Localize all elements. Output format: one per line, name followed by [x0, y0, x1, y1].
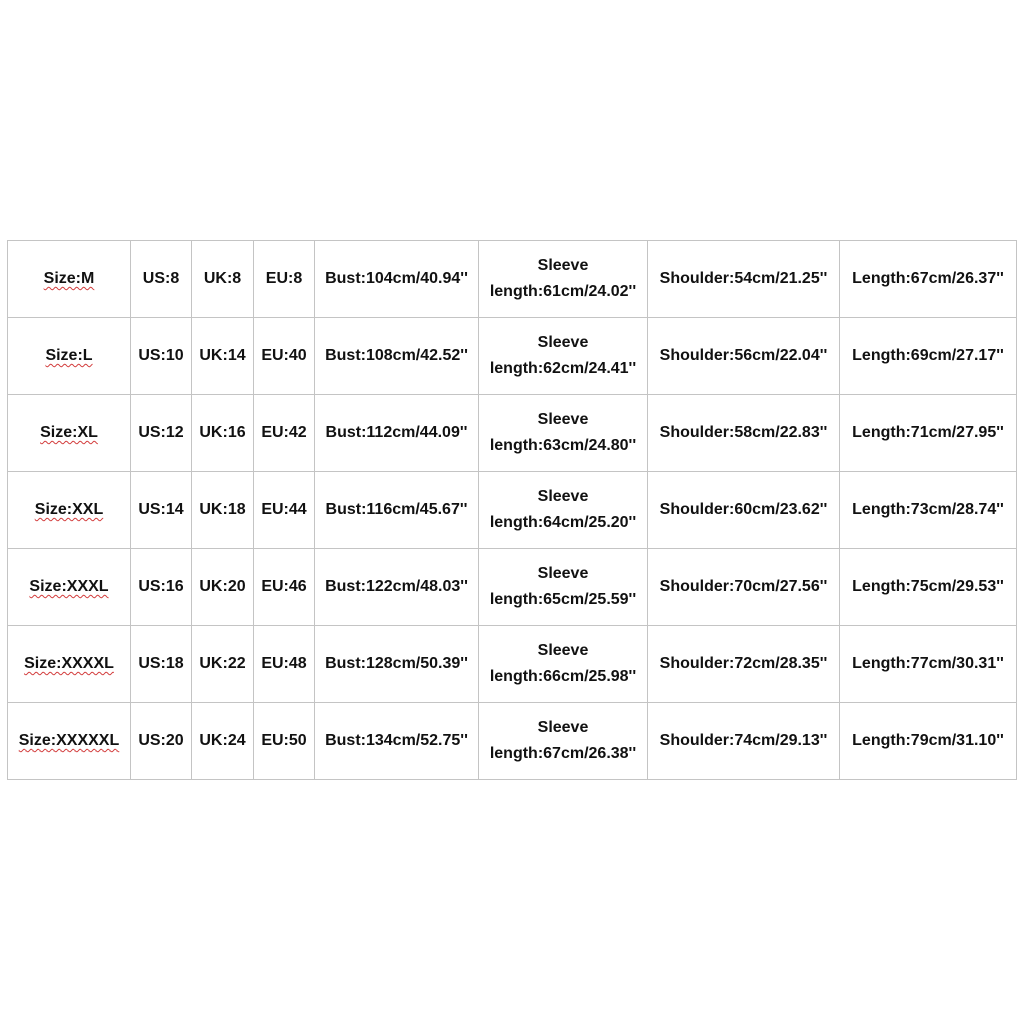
us-size-cell: US:18 [131, 626, 192, 703]
sleeve-length-cell [479, 318, 648, 395]
size-label: Size:L [45, 347, 93, 364]
sleeve-length-cell [479, 703, 648, 780]
shoulder-cell: Shoulder:58cm/22.83'' [648, 395, 840, 472]
size-label: Size:M [43, 270, 95, 287]
sleeve-label: Sleeve [537, 642, 589, 659]
eu-size-cell: EU:50 [254, 703, 315, 780]
size-chart-table [7, 240, 1017, 780]
sleeve-length-cell [479, 241, 648, 318]
uk-size-cell: UK:16 [192, 395, 254, 472]
uk-size-cell: UK:14 [192, 318, 254, 395]
table-row [8, 241, 1017, 318]
us-size-cell: US:16 [131, 549, 192, 626]
table-row [8, 626, 1017, 703]
sleeve-value: length:67cm/26.38'' [489, 745, 637, 762]
length-cell: Length:75cm/29.53'' [840, 549, 1017, 626]
uk-size-cell: UK:8 [192, 241, 254, 318]
sleeve-value: length:62cm/24.41'' [489, 360, 637, 377]
size-cell [8, 472, 131, 549]
sleeve-value: length:66cm/25.98'' [489, 668, 637, 685]
shoulder-cell: Shoulder:60cm/23.62'' [648, 472, 840, 549]
sleeve-label: Sleeve [537, 257, 589, 274]
table-row [8, 395, 1017, 472]
sleeve-label: Sleeve [537, 334, 589, 351]
table-row [8, 318, 1017, 395]
sleeve-length-cell [479, 472, 648, 549]
table-row [8, 703, 1017, 780]
length-cell: Length:77cm/30.31'' [840, 626, 1017, 703]
size-label: Size:XXL [34, 501, 104, 518]
shoulder-cell: Shoulder:54cm/21.25'' [648, 241, 840, 318]
shoulder-cell: Shoulder:74cm/29.13'' [648, 703, 840, 780]
sleeve-value: length:64cm/25.20'' [489, 514, 637, 531]
size-cell [8, 241, 131, 318]
bust-cell: Bust:128cm/50.39'' [315, 626, 479, 703]
us-size-cell: US:10 [131, 318, 192, 395]
uk-size-cell: UK:22 [192, 626, 254, 703]
uk-size-cell: UK:24 [192, 703, 254, 780]
length-cell: Length:69cm/27.17'' [840, 318, 1017, 395]
bust-cell: Bust:104cm/40.94'' [315, 241, 479, 318]
size-label: Size:XXXXXL [18, 732, 120, 749]
eu-size-cell: EU:44 [254, 472, 315, 549]
size-cell [8, 318, 131, 395]
bust-cell: Bust:112cm/44.09'' [315, 395, 479, 472]
size-cell [8, 549, 131, 626]
uk-size-cell: UK:20 [192, 549, 254, 626]
shoulder-cell: Shoulder:56cm/22.04'' [648, 318, 840, 395]
sleeve-label: Sleeve [537, 719, 589, 736]
size-cell [8, 395, 131, 472]
sleeve-label: Sleeve [537, 411, 589, 428]
table-row [8, 549, 1017, 626]
eu-size-cell: EU:48 [254, 626, 315, 703]
length-cell: Length:73cm/28.74'' [840, 472, 1017, 549]
bust-cell: Bust:108cm/42.52'' [315, 318, 479, 395]
us-size-cell: US:14 [131, 472, 192, 549]
sleeve-label: Sleeve [537, 488, 589, 505]
bust-cell: Bust:116cm/45.67'' [315, 472, 479, 549]
eu-size-cell: EU:8 [254, 241, 315, 318]
bust-cell: Bust:134cm/52.75'' [315, 703, 479, 780]
size-cell [8, 703, 131, 780]
size-label: Size:XXXXL [24, 655, 114, 672]
sleeve-label: Sleeve [537, 565, 589, 582]
shoulder-cell: Shoulder:72cm/28.35'' [648, 626, 840, 703]
length-cell: Length:79cm/31.10'' [840, 703, 1017, 780]
sleeve-length-cell [479, 395, 648, 472]
eu-size-cell: EU:46 [254, 549, 315, 626]
us-size-cell: US:20 [131, 703, 192, 780]
us-size-cell: US:8 [131, 241, 192, 318]
sleeve-value: length:65cm/25.59'' [489, 591, 637, 608]
size-label: Size:XL [40, 424, 98, 441]
length-cell: Length:71cm/27.95'' [840, 395, 1017, 472]
eu-size-cell: EU:42 [254, 395, 315, 472]
uk-size-cell: UK:18 [192, 472, 254, 549]
bust-cell: Bust:122cm/48.03'' [315, 549, 479, 626]
sleeve-value: length:63cm/24.80'' [489, 437, 637, 454]
shoulder-cell: Shoulder:70cm/27.56'' [648, 549, 840, 626]
sleeve-value: length:61cm/24.02'' [489, 283, 637, 300]
sleeve-length-cell [479, 549, 648, 626]
size-chart-body [8, 241, 1017, 780]
eu-size-cell: EU:40 [254, 318, 315, 395]
size-label: Size:XXXL [29, 578, 109, 595]
length-cell: Length:67cm/26.37'' [840, 241, 1017, 318]
us-size-cell: US:12 [131, 395, 192, 472]
sleeve-length-cell [479, 626, 648, 703]
size-cell [8, 626, 131, 703]
table-row [8, 472, 1017, 549]
